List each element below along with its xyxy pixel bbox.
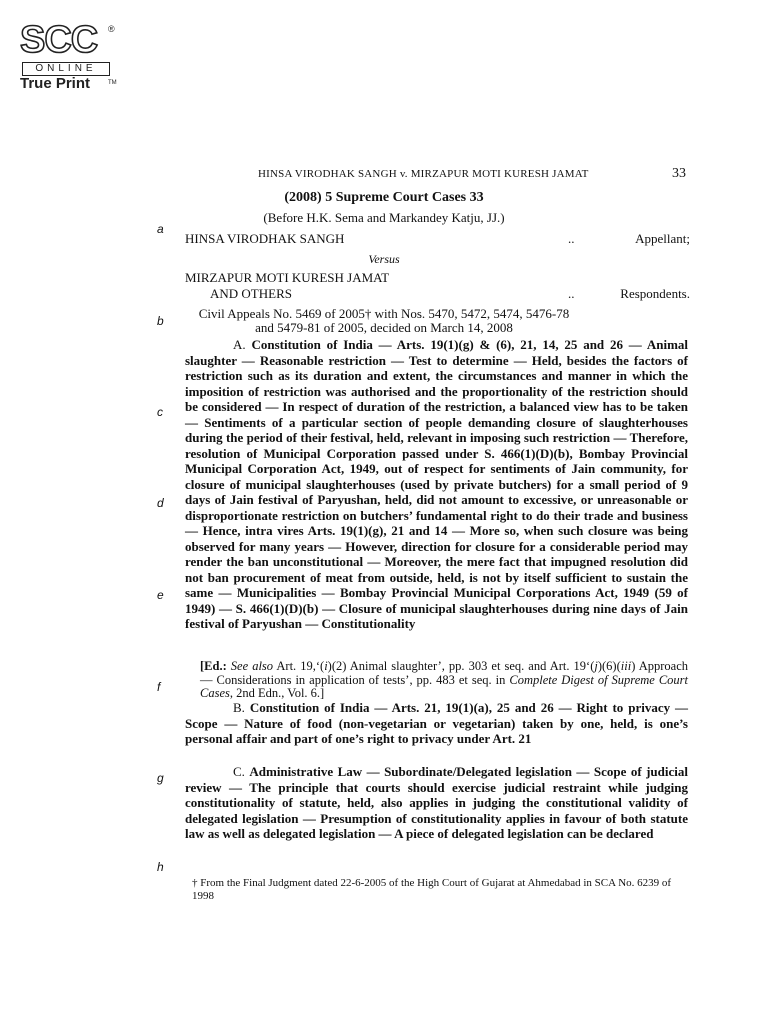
page-number: 33: [672, 166, 686, 181]
headnote-c-text: Administrative Law — Subordinate/Delegated legislation — Scope of judicial review — The principle that courts should exercise judicial restraint while judging constitutionality of statute, held, also applies in judging the constitutional validity of delegated legislation — Presumption of constitutionality applies in favour of both statute law as well as delegated legislation — A piece of delegated legislation can be declared: [185, 764, 688, 841]
margin-letter-e: e: [157, 588, 164, 602]
bench: (Before H.K. Sema and Markandey Katju, JJ.): [263, 210, 505, 225]
logo-tagline: True Print: [20, 75, 91, 92]
case-citation: (2008) 5 Supreme Court Cases 33: [284, 190, 484, 205]
respondent-role: Respondents.: [620, 286, 690, 301]
margin-letter-g: g: [157, 771, 164, 785]
margin-letter-c: c: [157, 405, 163, 419]
margin-letter-d: d: [157, 496, 164, 510]
logo-brand: SCC: [20, 19, 98, 61]
headnote-b-text: Constitution of India — Arts. 21, 19(1)(a), 25 and 26 — Right to privacy — Scope — Nature of food (non-vegetarian or vegetarian) taken by one, held, is one’s personal affair and part of one’s right to privacy under Art. 21: [185, 700, 689, 746]
appellant-name: HINSA VIRODHAK SANGH: [185, 231, 345, 246]
editor-note-label: [Ed.:: [200, 659, 227, 673]
headnote-b-letter: B.: [233, 700, 250, 715]
editor-note: [200, 660, 688, 701]
appeal-decided: and 5479-81 of 2005, decided on March 14, 2008: [255, 320, 513, 335]
margin-letter-h: h: [157, 860, 164, 874]
editor-note-text: )(2) Animal slaughter’, pp. 303 et seq. and Art. 19‘(: [327, 659, 595, 673]
margin-letter-f: f: [157, 680, 161, 694]
editor-note-book-title: Complete Digest of Supreme Court Cases: [200, 672, 688, 700]
logo-online: ONLINE: [22, 62, 110, 76]
headnote-a-letter: A.: [233, 337, 252, 352]
appeal-numbers: Civil Appeals No. 5469 of 2005† with Nos. 5470, 5472, 5474, 5476-78: [198, 306, 570, 321]
editor-note-italic: j: [594, 659, 598, 673]
margin-letter-a: a: [157, 222, 164, 236]
headnote-c: [185, 764, 688, 842]
editor-note-text: ) Approach — Considerations in application of tests’, pp. 483 et seq. in: [200, 659, 688, 687]
headnote-a-text: Constitution of India — Arts. 19(1)(g) & (6), 21, 14, 25 and 26 — Animal slaughter — Reasonable restriction — Test to determine — Held, besides the factors of restriction such as its duration and extent, the circumstances and manner in which the imposition of restriction was authorised and the proportionality of the restriction should be considered — In respect of duration of the restriction, a balanced view has to be taken — Sentiments of a particular section of people demanding closure of slaughterhouses during the period of their festival, held, relevant in imposing such restriction — Therefore, resolution of Municipal Corporation passed under S. 466(1)(D)(b), Bombay Provincial Municipal Corporation Act, 1949, out of respect for sentiments of Jain community, for closure of municipal slaughterhouses (used by private butchers) for a small period of 9 days of Jain festival of Paryushan, held, did not amount to excessive, or unreasonable or disproportionate restriction on butchers’ fundamental right to do their trade and business — Hence, intra vires Arts. 19(1)(g), 21 and 14 — More so, when such closure was being observed for many years — However, direction for closure for a considerable period may render the ban unconstitutional — Moreover, the mere fact that impugned resolution did not ban procurement of meat from outside, held, is not by itself sufficient to sustain the same — Municipalities — Bombay Provincial Municipal Corporations Act, 1949 (59 of 1949) — S. 466(1)(D)(b) — Closure of municipal slaughterhouses during nine days of Jain festival of Paryushan — Constitutionality: [185, 337, 689, 631]
editor-note-italic: i: [324, 659, 328, 673]
scc-online-logo: [18, 20, 118, 92]
versus: Versus: [368, 252, 400, 266]
headnote-c-letter: C.: [233, 764, 250, 779]
editor-note-italic: iii: [620, 659, 632, 673]
running-head: HINSA VIRODHAK SANGH v. MIRZAPUR MOTI KURESH JAMAT: [258, 168, 589, 180]
respondent-others: AND OTHERS: [210, 286, 292, 301]
headnote-a: [185, 337, 688, 632]
headnote-b: [185, 700, 688, 747]
footnote: † From the Final Judgment dated 22-6-2005 of the High Court of Gujarat at Ahmedabad in SCA No. 6239 of 1998: [192, 877, 672, 902]
editor-note-text: , 2nd Edn., Vol. 6.]: [229, 686, 325, 700]
margin-letter-b: b: [157, 314, 164, 328]
logo-registered-mark: ®: [108, 24, 115, 34]
respondent-dots: ..: [568, 286, 575, 301]
respondent-name: MIRZAPUR MOTI KURESH JAMAT: [185, 270, 390, 285]
appellant-dots: ..: [568, 231, 575, 246]
editor-note-see-also: See also: [226, 659, 274, 673]
logo-trademark: TM: [108, 80, 117, 86]
appellant-role: Appellant;: [635, 231, 690, 246]
editor-note-text: Art. 19,‘(: [273, 659, 325, 673]
editor-note-text: )(6)(: [597, 659, 621, 673]
